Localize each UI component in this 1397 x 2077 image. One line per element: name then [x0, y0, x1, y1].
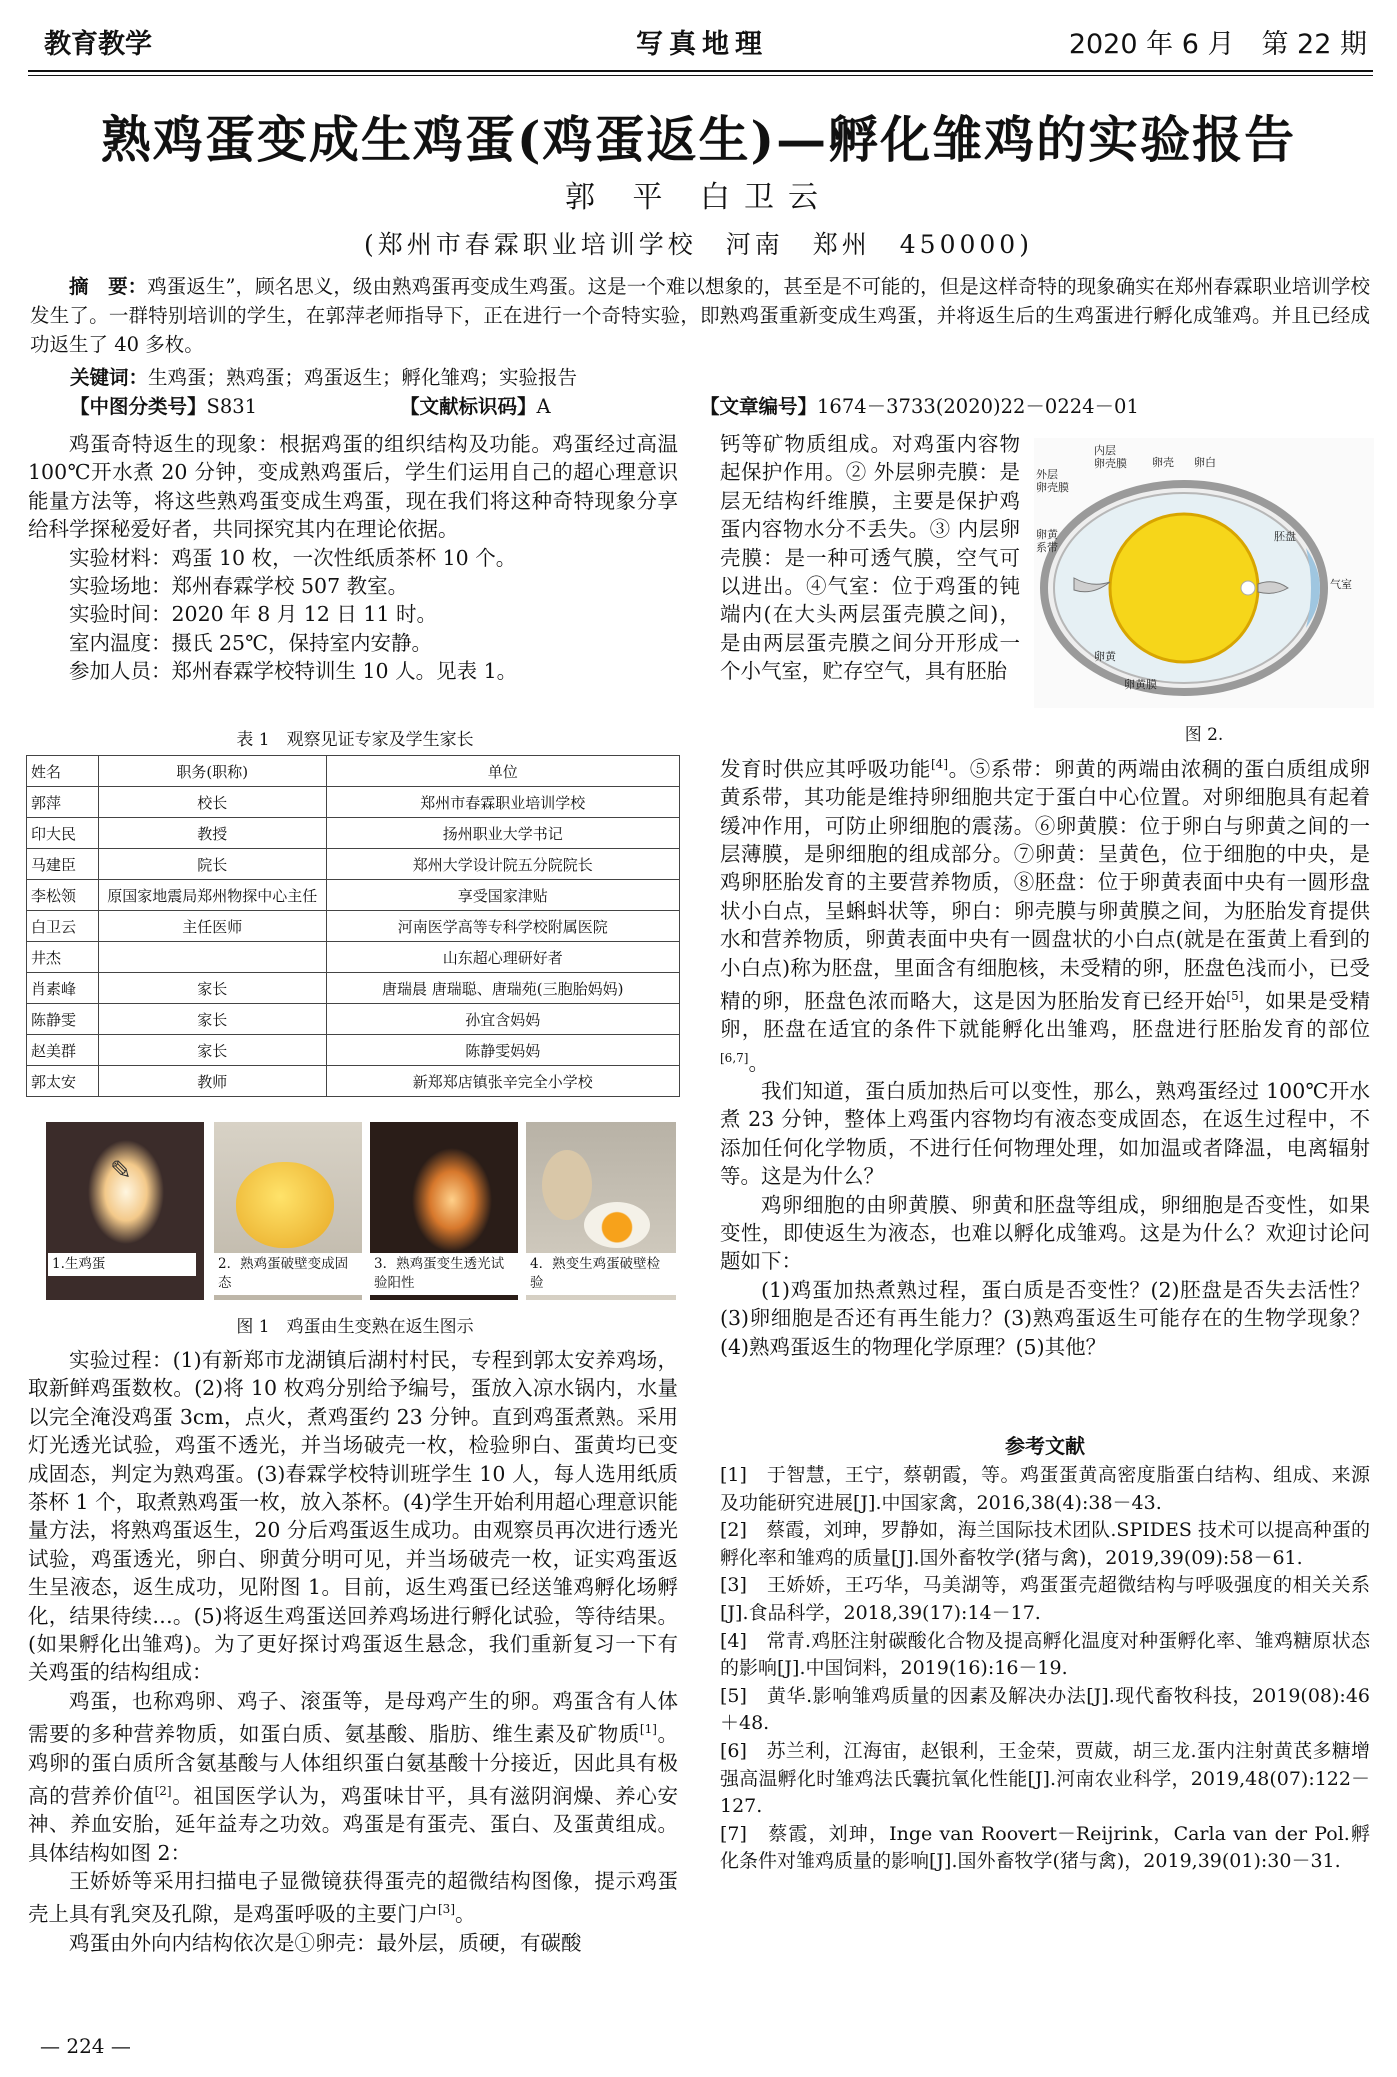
table-caption: 表 1 观察见证专家及学生家长 — [236, 730, 474, 750]
reference-item: [1] 于智慧，王宁，蔡朝霞，等。鸡蛋蛋黄高密度脂蛋白结构、组成、来源及功能研究进展[J].中国家禽，2016,38(4):38－43. — [720, 1464, 1370, 1514]
reference-item: [2] 蔡霞，刘珅，罗静如，海兰国际技术团队.SPIDES 技术可以提高种蛋的孵化率和雏鸡的质量[J].国外畜牧学(猪与禽)，2019,39(09):58－61. — [720, 1519, 1370, 1569]
figure1-title: 图 1 鸡蛋由生变熟在返生图示 — [236, 1317, 474, 1337]
discussion-paragraph-3: (1)鸡蛋加热煮熟过程，蛋白质是否变性？(2)胚盘是否失去活性？(3)卵细胞是否还有再生能力？(3)熟鸡蛋返生可能存在的生物学现象？(4)熟鸡蛋返生的物理化学原理？(5)其他？ — [720, 1277, 1370, 1359]
intro-section — [28, 430, 678, 686]
structure-text-narrow — [720, 430, 1020, 686]
egg-number-mark: ✎ — [110, 1156, 132, 1186]
photo-caption-1: 1.生鸡蛋 — [48, 1253, 196, 1276]
keywords — [70, 362, 577, 390]
egg-intro-paragraph: 鸡蛋，也称鸡卵、鸡子、滚蛋等，是母鸡产生的卵。鸡蛋含有人体需要的多种营养物质，如蛋白质、氨基酸、脂肪、维生素及矿物质[1]。鸡卵的蛋白质所含氨基酸与人体组织蛋白氨基酸十分接近，因此具有极高的营养价值[2]。祖国医学认为，鸡蛋味甘平，具有滋阴润燥、养心安神、养血安胎，延年益寿之功效。鸡蛋是有蛋壳、蛋白、及蛋黄组成。具体结构如图 2： — [28, 1688, 679, 1865]
header-cell: 职务(职称) — [98, 756, 326, 787]
citation: [6,7] — [720, 1050, 749, 1065]
yolk-shape — [1110, 514, 1258, 662]
issue-info: 2020 年 6 月 第 22 期 — [1068, 29, 1367, 60]
temperature-line: 室内温度：摄氏 25℃，保持室内安静。 — [69, 630, 433, 655]
table-row: 郭萍 校长 郑州市春霖职业培训学校 — [27, 787, 680, 818]
table-row: 井杰 山东超心理研好者 — [27, 942, 680, 973]
abstract — [30, 272, 1370, 359]
structure-paragraph-cont: 发育时供应其呼吸功能[4]。⑤系带：卵黄的两端由浓稠的蛋白质组成卵黄系带，其功能是维持卵细胞共定于蛋白中心位置。对卵细胞具有起着缓冲作用，可防止卵细胞的震荡。⑥卵黄膜：位于卵白与卵黄之间的一层薄膜，是卵细胞的组成部分。⑦卵黄：呈黄色，位于细胞的中央，是鸡卵胚胎发育的主要营养物质，⑧胚盘：位于卵黄表面中央有一圆形盘状小白点，呈蝌蚪状等，卵白：卵壳膜与卵黄膜之间，为胚胎发育提供水和营养物质，卵黄表面中央有一圆盘状的小白点(就是在蛋黄上看到的小白点)称为胚盘，里面含有细胞核，未受精的卵，胚盘色浅而小，已受精的卵，胚盘色浓而略大，这是因为胚胎发育已经开始[5]，如果是受精卵，胚盘在适宜的条件下就能孵化出雏鸡，胚盘进行胚胎发育的部位[6,7]。 — [720, 756, 1371, 1075]
reference-item: [5] 黄华.影响雏鸡质量的因素及解决办法[J].现代畜牧科技，2019(08):46＋48. — [720, 1684, 1370, 1735]
process-section — [28, 1346, 678, 1957]
clc-number: 【中图分类号】S831 — [70, 395, 258, 418]
label-white: 卵白 — [1194, 456, 1216, 469]
header-rule-thin — [28, 75, 1373, 76]
keywords-text: 生鸡蛋；熟鸡蛋；鸡蛋返生；孵化雏鸡；实验报告 — [148, 366, 578, 389]
liquid-yolk-shape — [584, 1202, 650, 1248]
label-shell: 卵壳 — [1152, 456, 1174, 469]
table-row: 白卫云 主任医师 河南医学高等专科学校附属医院 — [27, 911, 680, 942]
structure-paragraph-start: 钙等矿物质组成。对鸡蛋内容物起保护作用。② 外层卵壳膜：是层无结构纤维膜，主要是保护鸡蛋内容物水分不丢失。③ 内层卵壳膜：是一种可透气膜，空气可以进出。④气室：位于鸡蛋的钝端内(在大头两层蛋壳膜之间)，是由两层蛋壳膜之间分开形成一个小气室，贮存空气，具有胚胎 — [720, 432, 1020, 684]
photo-caption-3: 3．熟鸡蛋变生透光试验阳性 — [370, 1253, 518, 1295]
structure-text-full — [720, 750, 1370, 1361]
table-row: 印大民 教授 扬州职业大学书记 — [27, 818, 680, 849]
authors: 郭 平 白卫云 — [564, 180, 833, 215]
page-number: — 224 — — [40, 2034, 131, 2058]
citation: [3] — [438, 1902, 455, 1917]
germinal-disc-shape — [1241, 581, 1255, 595]
label-germinal-disc: 胚盘 — [1274, 530, 1296, 543]
table-row: 陈静雯 家长 孙宜含妈妈 — [27, 1004, 680, 1035]
discussion-paragraph-1: 我们知道，蛋白质加热后可以变性，那么，熟鸡蛋经过 100℃开水煮 23 分钟，整体上鸡蛋内容物均有液态变成固态，在返生过程中，不添加任何化学物质，不进行任何物理处理，如加温或者降温，电离辐射等。这是为什么？ — [720, 1078, 1370, 1189]
keywords-label: 关键词： — [70, 366, 149, 389]
layers-paragraph: 鸡蛋由外向内结构依次是①卵壳：最外层，质硬，有碳酸 — [69, 1930, 582, 1955]
label-air-cell: 气室 — [1330, 578, 1352, 591]
reference-item: [4] 常青.鸡胚注射碳酸化合物及提高孵化温度对种蛋孵化率、雏鸡糖原状态的影响[J].中国饲料，2019(16):16－19. — [720, 1629, 1370, 1680]
document-code: 【文献标识码】A — [400, 395, 551, 418]
photo-caption-4: 4．熟变生鸡蛋破壁检验 — [526, 1253, 676, 1295]
egg-structure-diagram — [1034, 438, 1374, 708]
label-yolk-membrane: 卵黄膜 — [1124, 678, 1157, 691]
solid-yolk-shape — [236, 1162, 334, 1248]
discussion-paragraph-2: 鸡卵细胞的由卵黄膜、卵黄和胚盘等组成，卵细胞是否变性，如果变性，即使返生为液态，也难以孵化成雏鸡。这是为什么？欢迎讨论问题如下： — [720, 1192, 1370, 1274]
citation: [2] — [154, 1783, 172, 1798]
section-label: 教育教学 — [44, 29, 152, 60]
reference-item: [6] 苏兰利，江海宙，赵银利，王金荣，贾葳，胡三龙.蛋内注射黄芪多糖增强高温孵化时雏鸡法氏囊抗氧化性能[J].河南农业科学，2019,48(07):122－127. — [720, 1739, 1370, 1818]
header-cell: 单位 — [326, 756, 679, 787]
abstract-label: 摘 要： — [69, 275, 148, 298]
table-row: 肖素峰 家长 唐瑞晨 唐瑞聪、唐瑞苑(三胞胎妈妈) — [27, 973, 680, 1004]
table-row: 李松领 原国家地震局郑州物探中心主任 享受国家津贴 — [27, 880, 680, 911]
table-row: 郭太安 教师 新郑郑店镇张辛完全小学校 — [27, 1066, 680, 1097]
affiliation: (郑州市春霖职业培训学校 河南 郑州 450000) — [364, 230, 1033, 259]
people-table — [26, 755, 680, 1097]
figure2-caption: 图 2. — [1184, 725, 1224, 745]
egg-shell-shape — [542, 1150, 592, 1220]
egg-diagram-svg — [1034, 438, 1374, 708]
citation: [1] — [639, 1722, 657, 1737]
label-outer-membrane: 外层卵壳膜 — [1036, 468, 1069, 494]
reference-item: [3] 王娇娇，王巧华，马美湖等，鸡蛋蛋壳超微结构与呼吸强度的相关关系[J].食品科学，2018,39(17):14－17. — [720, 1574, 1370, 1624]
header-cell: 姓名 — [27, 756, 99, 787]
process-paragraph: 实验过程：(1)有新郑市龙湖镇后湖村村民，专程到郭太安养鸡场，取新鲜鸡蛋数枚。(2)将 10 枚鸡分别给予编号，蛋放入凉水锅内，水量以完全淹没鸡蛋 3cm，点火，煮鸡蛋约 23 分钟。直到鸡蛋煮熟。采用灯光透光试验，鸡蛋不透光，并当场破壳一枚，检验卵白、蛋黄均已变成固态，判定为熟鸡蛋。(3)春霖学校特训班学生 10 人，每人选用纸质茶杯 1 个，取煮熟鸡蛋一枚，放入茶杯。(4)学生开始利用超心理意识能量方法，将熟鸡蛋返生，20 分后鸡蛋返生成功。由观察员再次进行透光试验，鸡蛋透光，卵白、卵黄分明可见，并当场破壳一枚，证实鸡蛋返生呈液态，返生成功，见附图 1。目前，返生鸡蛋已经送雏鸡孵化场孵化，结果待续…。(5)将返生鸡蛋送回养鸡场进行孵化试验，等待结果。(如果孵化出雏鸡)。为了更好探讨鸡蛋返生悬念，我们重新复习一下有关鸡蛋的结构组成： — [28, 1348, 678, 1685]
participants-line: 参加人员：郑州春霖学校特训生 10 人。见表 1。 — [69, 659, 518, 684]
location-line: 实验场地：郑州春霖学校 507 教室。 — [69, 574, 409, 599]
table-row: 马建臣 院长 郑州大学设计院五分院院长 — [27, 849, 680, 880]
citation: [4] — [931, 757, 948, 771]
intro-paragraph: 鸡蛋奇特返生的现象：根据鸡蛋的组织结构及功能。鸡蛋经过高温 100℃开水煮 20 分钟，变成熟鸡蛋后，学生们运用自己的超心理意识能量方法等，将这些熟鸡蛋变成生鸡蛋，现在我们将这种奇特现象分享给科学探秘爱好者，共同探究其内在理论依据。 — [28, 432, 678, 542]
reference-item: [7] 蔡霞，刘珅，Inge van Roovert－Reijrink，Carla van der Pol.孵化条件对雏鸡质量的影响[J].国外畜牧学(猪与禽)，2019,39(01):30－31. — [720, 1822, 1370, 1873]
table-row: 赵美群 家长 陈静雯妈妈 — [27, 1035, 680, 1066]
time-line: 实验时间：2020 年 8 月 12 日 11 时。 — [69, 602, 437, 627]
photo-caption-2: 2．熟鸡蛋破壁变成固态 — [214, 1253, 362, 1295]
page-title: 熟鸡蛋变成生鸡蛋(鸡蛋返生)—孵化雏鸡的实验报告 — [100, 110, 1297, 169]
materials-line: 实验材料：鸡蛋 10 枚，一次性纸质茶杯 10 个。 — [69, 545, 517, 570]
journal-name: 写真地理 — [636, 29, 768, 60]
references-heading: 参考文献 — [1005, 1434, 1085, 1458]
abstract-text: 鸡蛋返生”，顾名思义，级由熟鸡蛋再变成生鸡蛋。这是一个难以想象的，甚至是不可能的，但是这样奇特的现象确实在郑州春霖职业培训学校发生了。一群特别培训的学生，在郭萍老师指导下，正在进行一个奇特实验，即熟鸡蛋重新变成生鸡蛋，并将返生后的生鸡蛋进行孵化成雏鸡。并且已经成功返生了 40 多枚。 — [30, 275, 1370, 356]
label-yolk: 卵黄 — [1094, 650, 1116, 663]
label-chalaza: 卵黄系带 — [1036, 528, 1058, 554]
references-list — [720, 1462, 1370, 1876]
header-rule — [28, 70, 1373, 72]
sem-paragraph: 王娇娇等采用扫描电子显微镜获得蛋壳的超微结构图像，提示鸡蛋壳上具有乳突及孔隙，是鸡蛋呼吸的主要门户[3]。 — [28, 1868, 678, 1927]
label-inner-membrane: 内层卵壳膜 — [1094, 444, 1127, 470]
article-number: 【文章编号】1674－3733(2020)22－0224－01 — [700, 395, 1139, 418]
citation: [5] — [1226, 989, 1244, 1004]
table-header-row — [27, 756, 680, 787]
